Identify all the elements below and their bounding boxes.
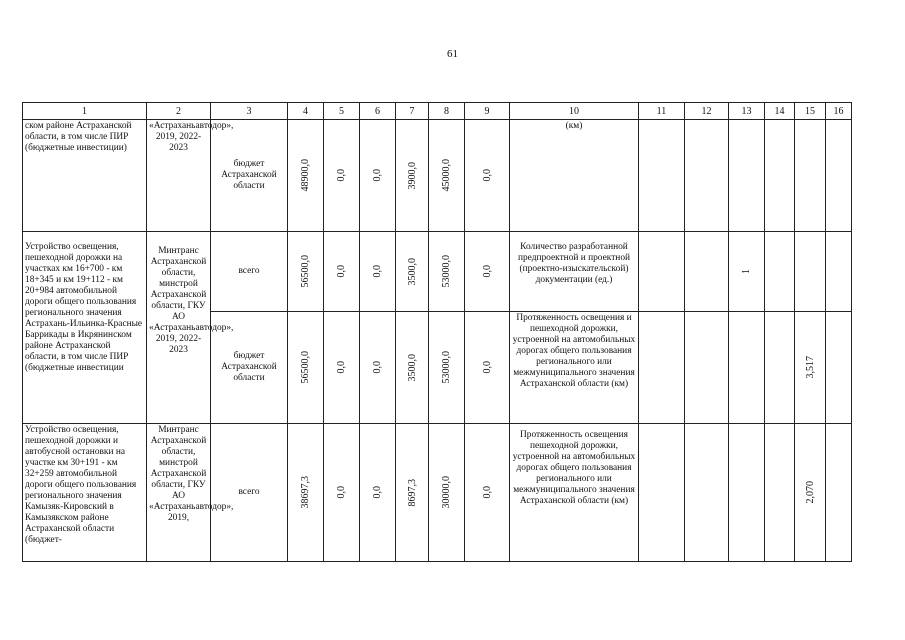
empty-cell [639, 312, 685, 424]
total-value: 38697,3 [300, 476, 311, 509]
funding-source-cell: всего [211, 424, 288, 562]
year-value: 0,0 [336, 361, 347, 374]
header-cell: 1 [23, 103, 147, 120]
indicator-value-cell [795, 232, 826, 312]
indicator-cell: Протяженность освещения и пешеходной дорожки, устроенной на автомобильных дорогах общего пользования регионального или межмуниципального значения Астраханской области (км) [510, 312, 639, 424]
year-cell [324, 312, 360, 424]
year-value: 3500,0 [406, 353, 418, 382]
table-row [23, 424, 852, 562]
year-cell [465, 424, 510, 562]
header-cell: 14 [765, 103, 795, 120]
total-value: 56500,0 [300, 351, 311, 384]
total-cell [288, 424, 324, 562]
year-cell [396, 424, 429, 562]
year-value: 0,0 [336, 486, 347, 499]
empty-cell [685, 424, 729, 562]
year-cell [324, 120, 360, 232]
year-value: 0,0 [481, 486, 493, 499]
year-cell [360, 424, 396, 562]
program-table [22, 102, 852, 562]
year-value: 0,0 [481, 169, 493, 182]
empty-cell [639, 424, 685, 562]
header-cell: 5 [324, 103, 360, 120]
year-value: 3500,0 [406, 257, 418, 286]
indicator-value-cell [795, 120, 826, 232]
total-cell [288, 120, 324, 232]
funding-source-cell: бюджет Астраханской области [211, 120, 288, 232]
year-value: 0,0 [336, 169, 347, 182]
header-cell: 7 [396, 103, 429, 120]
header-cell: 12 [685, 103, 729, 120]
empty-cell [685, 120, 729, 232]
year-cell [429, 312, 465, 424]
year-value: 0,0 [481, 265, 493, 278]
year-value: 0,0 [372, 486, 383, 499]
header-cell: 2 [147, 103, 211, 120]
header-cell: 8 [429, 103, 465, 120]
indicator-value-cell [729, 120, 765, 232]
year-cell [360, 312, 396, 424]
year-cell [396, 232, 429, 312]
year-cell [465, 232, 510, 312]
header-row [23, 103, 852, 120]
year-cell [396, 120, 429, 232]
header-cell: 9 [465, 103, 510, 120]
indicator-value-cell [729, 232, 765, 312]
executor-cell: «Астраханьавтодор», 2019, 2022-2023 [147, 120, 211, 232]
indicator-value-cell [729, 424, 765, 562]
page-number: 61 [447, 48, 458, 60]
empty-cell [765, 232, 795, 312]
total-value: 56500,0 [300, 255, 311, 288]
indicator-value-cell [795, 424, 826, 562]
total-cell [288, 232, 324, 312]
year-cell [360, 120, 396, 232]
year-value: 53000,0 [441, 255, 452, 288]
indicator-cell: (км) [510, 120, 639, 232]
indicator-cell: Протяженность освещения пешеходной дорожки, устроенной на автомобильных дорогах общего пользования регионального или межмуниципального значения Астраханской области (км) [510, 424, 639, 562]
funding-source-cell: всего [211, 232, 288, 312]
empty-cell [765, 312, 795, 424]
year-value: 0,0 [372, 361, 383, 374]
total-cell [288, 312, 324, 424]
header-cell: 4 [288, 103, 324, 120]
empty-cell [639, 120, 685, 232]
year-value: 3900,0 [406, 161, 418, 190]
indicator-value: 1 [741, 269, 752, 274]
indicator-value-cell [795, 312, 826, 424]
year-value: 0,0 [336, 265, 347, 278]
year-cell [324, 424, 360, 562]
table-row [23, 120, 852, 232]
header-cell: 15 [795, 103, 826, 120]
year-value: 30000,0 [441, 476, 452, 509]
year-value: 0,0 [481, 361, 493, 374]
header-cell: 11 [639, 103, 685, 120]
indicator-value: 3,517 [804, 356, 816, 379]
indicator-value: 2,070 [804, 481, 816, 504]
funding-source-cell: бюджет Астраханской области [211, 312, 288, 424]
year-cell [465, 120, 510, 232]
header-cell: 10 [510, 103, 639, 120]
year-value: 45000,0 [441, 159, 452, 192]
empty-cell [765, 424, 795, 562]
year-cell [324, 232, 360, 312]
header-cell: 13 [729, 103, 765, 120]
empty-cell [826, 424, 852, 562]
empty-cell [826, 312, 852, 424]
table-row [23, 232, 852, 312]
year-value: 8697,3 [406, 478, 418, 507]
empty-cell [685, 312, 729, 424]
executor-cell: Минтранс Астраханской области, минстрой Астраханской области, ГКУ АО «Астраханьавтодор», 2019, [147, 424, 211, 562]
year-value: 0,0 [372, 265, 383, 278]
header-cell: 3 [211, 103, 288, 120]
header-cell: 16 [826, 103, 852, 120]
empty-cell [765, 120, 795, 232]
empty-cell [639, 232, 685, 312]
year-cell [429, 120, 465, 232]
indicator-value-cell [729, 312, 765, 424]
year-cell [396, 312, 429, 424]
header-cell: 6 [360, 103, 396, 120]
object-name-cell: ском районе Астраханской области, в том числе ПИР (бюджетные инвестиции) [23, 120, 147, 232]
indicator-cell: Количество разработанной предпроектной и проектной (проектно-изыскательской) документации (ед.) [510, 232, 639, 312]
year-cell [360, 232, 396, 312]
object-name-cell: Устройство освещения, пешеходной дорожки и автобусной остановки на участке км 30+191 - км 32+259 автомобильной дороги общего пользования регионального значения Камызяк-Кировский в Камызякском районе Астраханской области (бюджет- [23, 424, 147, 562]
year-cell [429, 424, 465, 562]
year-value: 53000,0 [441, 351, 452, 384]
empty-cell [685, 232, 729, 312]
executor-cell: Минтранс Астраханской области, минстрой Астраханской области, ГКУ АО «Астраханьавтодор», 2019, 2022-2023 [147, 232, 211, 424]
empty-cell [826, 120, 852, 232]
total-value: 48900,0 [300, 159, 311, 192]
object-name-cell: Устройство освещения, пешеходной дорожки на участках км 16+700 - км 18+345 и км 19+112 - км 20+984 автомобильной дороги общего пользования регионального значения Астрахань-Ильинка-Красные Баррикады в Икрянинском районе Астраханской области, в том числе ПИР (бюджетные инвестиции [23, 232, 147, 424]
year-cell [429, 232, 465, 312]
year-value: 0,0 [372, 169, 383, 182]
empty-cell [826, 232, 852, 312]
year-cell [465, 312, 510, 424]
